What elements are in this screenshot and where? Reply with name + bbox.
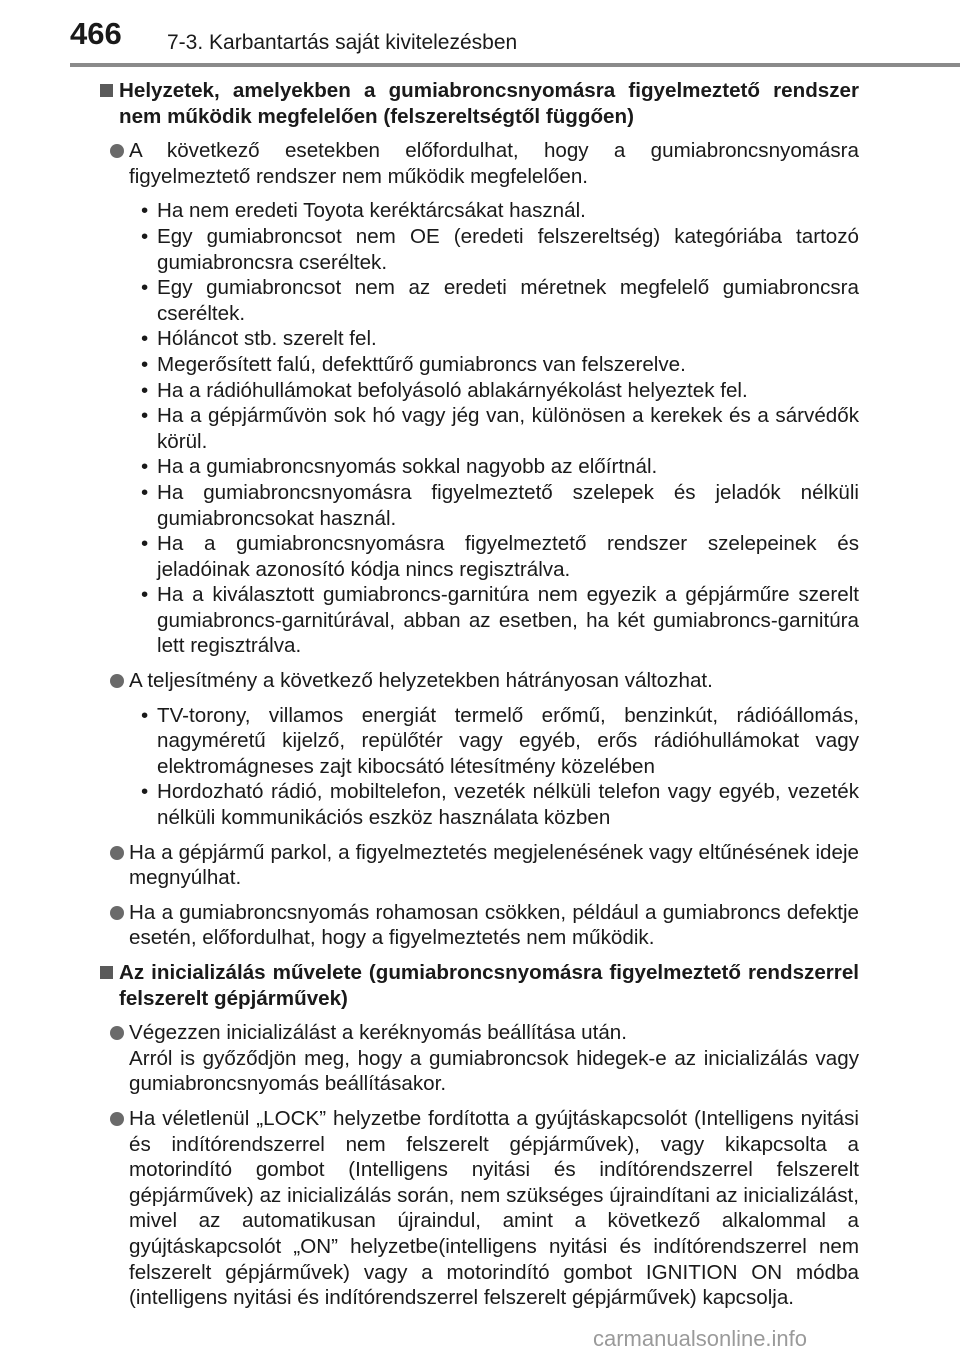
section-heading-tpms-limits: Helyzetek, amelyekben a gumiabroncsnyomásra figyelmeztető rendszer nem működik megfelelően (felszereltségtől függően) [99, 78, 859, 129]
list-item: • TV-torony, villamos energiát termelő erőmű, benzinkút, rádióállomás, nagyméretű kijelző, repülőtér vagy egyéb, erős rádióhullámokat vagy elektromágneses zajt kibocsátó létesítmény közelében [141, 703, 859, 778]
page-content [99, 78, 859, 1320]
list-item: • Ha a kiválasztott gumiabroncs-garnitúra nem egyezik a gépjárműre szerelt gumiabroncs-garnitúrával, abban az esetben, ha két gumiabroncs-garnitúra lett regisztrálva. [141, 583, 859, 658]
paragraph-performance: A teljesítmény a következő helyzetekben hátrányosan változhat. [99, 668, 859, 694]
paragraph-init-after-adjust: Végezzen inicializálást a keréknyomás beállítása után. Arról is győződjön meg, hogy a gumiabroncsok hidegek-e az inicializálás vagy gumiabroncsnyomás beállításakor. [99, 1020, 859, 1097]
list-item: • Egy gumiabroncsot nem OE (eredeti felszereltség) kategóriába tartozó gumiabroncsra cseréltek. [141, 224, 859, 274]
bullet-list-interference [99, 703, 859, 831]
list-item: • Ha a rádióhullámokat befolyásoló ablakárnyékolást helyeztek fel. [141, 378, 748, 402]
circle-bullet-icon [110, 144, 124, 158]
list-item: • Ha a gumiabroncsnyomásra figyelmeztető rendszer szelepeinek és jeladóinak azonosító kódja nincs regisztrálva. [141, 532, 859, 581]
watermark: carmanualsonline.info [593, 1326, 808, 1351]
circle-bullet-icon [110, 906, 124, 920]
list-item: • Ha a gumiabroncsnyomás sokkal nagyobb az előírtnál. [141, 455, 658, 479]
list-item: • Ha gumiabroncsnyomásra figyelmeztető szelepek és jeladók nélküli gumiabroncsokat használ. [141, 480, 859, 530]
bullet-list-malfunction [99, 198, 859, 659]
circle-bullet-icon [110, 1026, 124, 1040]
paragraph-lock-restart: Ha véletlenül „LOCK” helyzetbe fordította a gyújtáskapcsolót (Intelligens nyitási és indítórendszerrel nem felszerelt gépjárművek), vagy kikapcsolta a motorindító gombot (Intelligens nyitási és indítórendszerrel felszerelt gépjárművek) az inicializálás során, nem szükséges újraindítani az inicializálást, mivel az automatikusan újraindul, amint a következő alkalommal a gyújtáskapcsolót „ON” helyzetbe(intelligens nyitási és indítórendszerrel nem felszerelt gépjárművek) vagy a motorindító gombot IGNITION ON módba (intelligens nyitási és indítórendszerrel felszerelt gépjárművek) kapcsolja. [99, 1106, 859, 1311]
list-item: • Ha a gépjárművön sok hó vagy jég van, különösen a kerekek és a sárvédők körül. [141, 404, 859, 453]
paragraph-rapid-drop: Ha a gumiabroncsnyomás rohamosan csökken, például a gumiabroncs defektje esetén, előfordulhat, hogy a figyelmeztetés nem működik. [99, 900, 859, 951]
list-item: • Hóláncot stb. szerelt fel. [141, 327, 377, 351]
square-bullet-icon [100, 966, 113, 979]
circle-bullet-icon [110, 846, 124, 860]
circle-bullet-icon [110, 1112, 124, 1126]
page-header [0, 0, 960, 70]
list-item: • Hordozható rádió, mobiltelefon, vezeték nélküli telefon vagy egyéb, vezeték nélküli kommunikációs eszköz használata közben [141, 780, 859, 830]
paragraph-parking: Ha a gépjármű parkol, a figyelmeztetés megjelenésének vagy eltűnésének ideje megnyúlhat. [99, 840, 859, 891]
paragraph-malfunction-cases: A következő esetekben előfordulhat, hogy a gumiabroncsnyomásra figyelmeztető rendszer nem működik megfelelően. [99, 138, 859, 189]
header-rule [70, 63, 960, 67]
square-bullet-icon [100, 84, 113, 97]
list-item: • Megerősített falú, defekttűrő gumiabroncs van felszerelve. [141, 352, 686, 376]
list-item: • Ha nem eredeti Toyota keréktárcsákat használ. [141, 199, 586, 223]
circle-bullet-icon [110, 674, 124, 688]
section-heading-initialization: Az inicializálás művelete (gumiabroncsnyomásra figyelmeztető rendszerrel felszerelt gépjárművek) [99, 960, 859, 1011]
list-item: • Egy gumiabroncsot nem az eredeti méretnek megfelelő gumiabroncsra cseréltek. [141, 276, 859, 325]
chapter-title: 7-3. Karbantartás saját kivitelezésben [167, 31, 518, 54]
page-number: 466 [70, 16, 122, 51]
